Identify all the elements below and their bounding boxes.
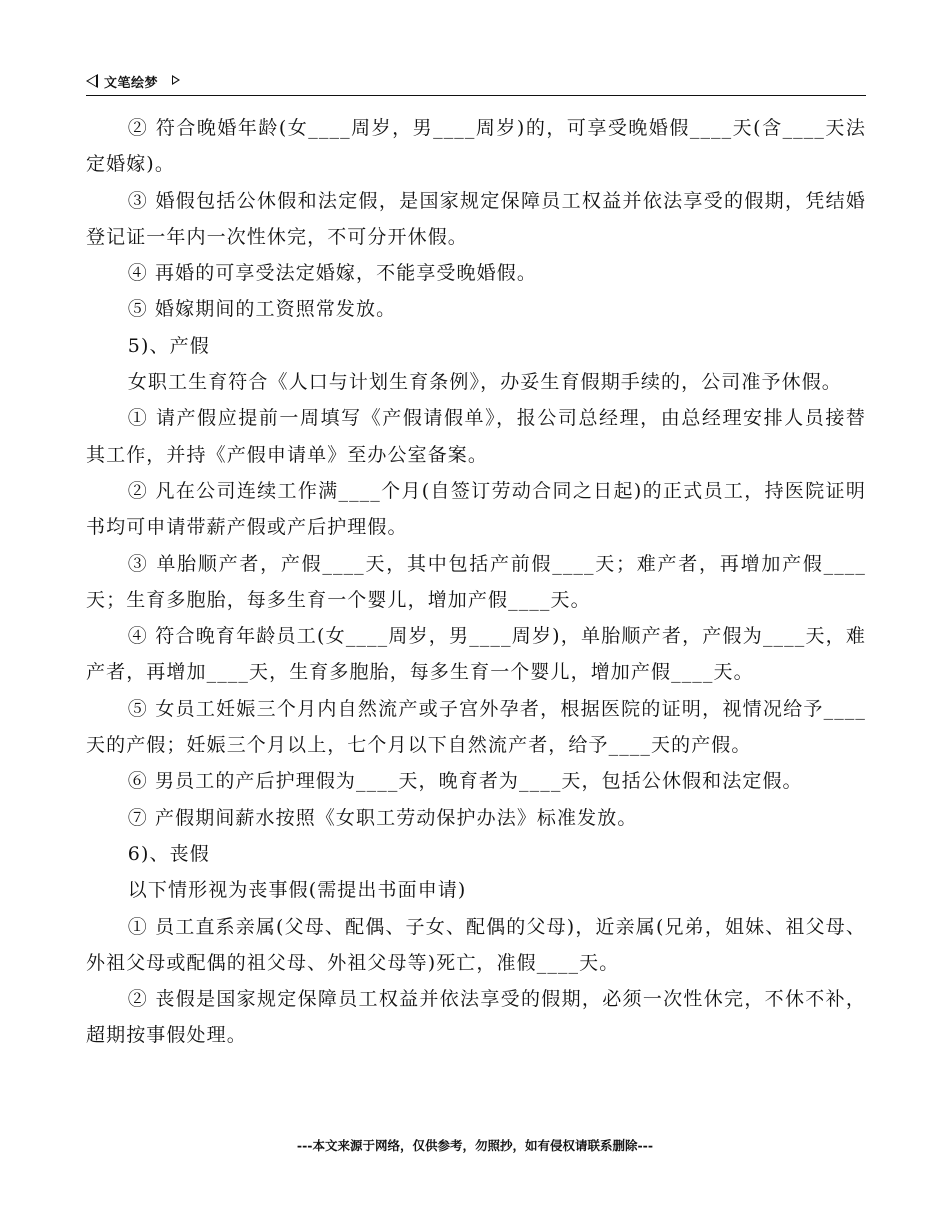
paragraph-remarriage: ④ 再婚的可享受法定婚嫁，不能享受晚婚假。 bbox=[127, 262, 537, 285]
paragraph-bereavement-relatives: ① 员工直系亲属(父母、配偶、子女、配偶的父母)，近亲属(兄弟，姐妹、祖父母、外祖父母或配偶的祖父母、外祖父母等)死亡，准假____天。 bbox=[86, 915, 866, 974]
page-footer: ---本文来源于网络，仅供参考，勿照抄，如有侵权请联系删除--- bbox=[296, 1138, 654, 1153]
paragraph-miscarriage: ⑤ 女员工妊娠三个月内自然流产或子宫外孕者，根据医院的证明，视情况给予____天的产假；妊娠三个月以上，七个月以下自然流产者，给予____天的产假。 bbox=[86, 697, 866, 757]
paragraph-late-childbirth: ④ 符合晚育年龄员工(女____周岁，男____周岁)，单胎顺产者，产假为____天，难产者，再增加____天，生育多胞胎，每多生育一个婴儿，增加产假____天。 bbox=[86, 625, 866, 684]
header-brand: 文笔绘梦 bbox=[104, 76, 159, 91]
triangle-right-icon bbox=[172, 75, 180, 85]
paragraph-marriage-leave-scope: ③ 婚假包括公休假和法定假，是国家规定保障员工权益并依法享受的假期，凭结婚登记证一年内一次性休完，不可分开休假。 bbox=[86, 189, 866, 248]
paragraph-late-marriage-age: ② 符合晚婚年龄(女____周岁，男____周岁)的，可享受晚婚假____天(含____天法定婚嫁)。 bbox=[86, 117, 866, 176]
page-header bbox=[86, 70, 866, 96]
paragraph-marriage-wages: ⑤ 婚嫁期间的工资照常发放。 bbox=[127, 298, 397, 321]
paragraph-maternity-intro: 女职工生育符合《人口与计划生育条例》，办妥生育假期手续的，公司准予休假。 bbox=[127, 371, 842, 394]
document-body bbox=[86, 110, 866, 1054]
paragraph-maternity-eligibility: ② 凡在公司连续工作满____个月(自签订劳动合同之日起)的正式员工，持医院证明书均可申请带薪产假或产后护理假。 bbox=[86, 479, 866, 539]
paragraph-bereavement-intro: 以下情形视为丧事假(需提出书面申请) bbox=[127, 879, 467, 902]
paragraph-maternity-request: ① 请产假应提前一周填写《产假请假单》，报公司总经理，由总经理安排人员接替其工作，并持《产假申请单》至办公室备案。 bbox=[86, 407, 866, 466]
paragraph-paternity: ⑥ 男员工的产后护理假为____天，晚育者为____天，包括公休假和法定假。 bbox=[127, 770, 803, 793]
triangle-left-icon bbox=[86, 74, 98, 88]
paragraph-maternity-pay: ⑦ 产假期间薪水按照《女职工劳动保护办法》标准发放。 bbox=[127, 806, 638, 829]
section-heading-maternity: 5)、产假 bbox=[127, 334, 210, 357]
paragraph-maternity-days: ③ 单胎顺产者，产假____天，其中包括产前假____天；难产者，再增加产假____天；生育多胞胎，每多生育一个婴儿，增加产假____天。 bbox=[86, 552, 866, 611]
section-heading-bereavement: 6)、丧假 bbox=[127, 842, 210, 865]
paragraph-bereavement-rules: ② 丧假是国家规定保障员工权益并依法享受的假期，必须一次性休完，不休不补，超期按事假处理。 bbox=[86, 988, 866, 1047]
